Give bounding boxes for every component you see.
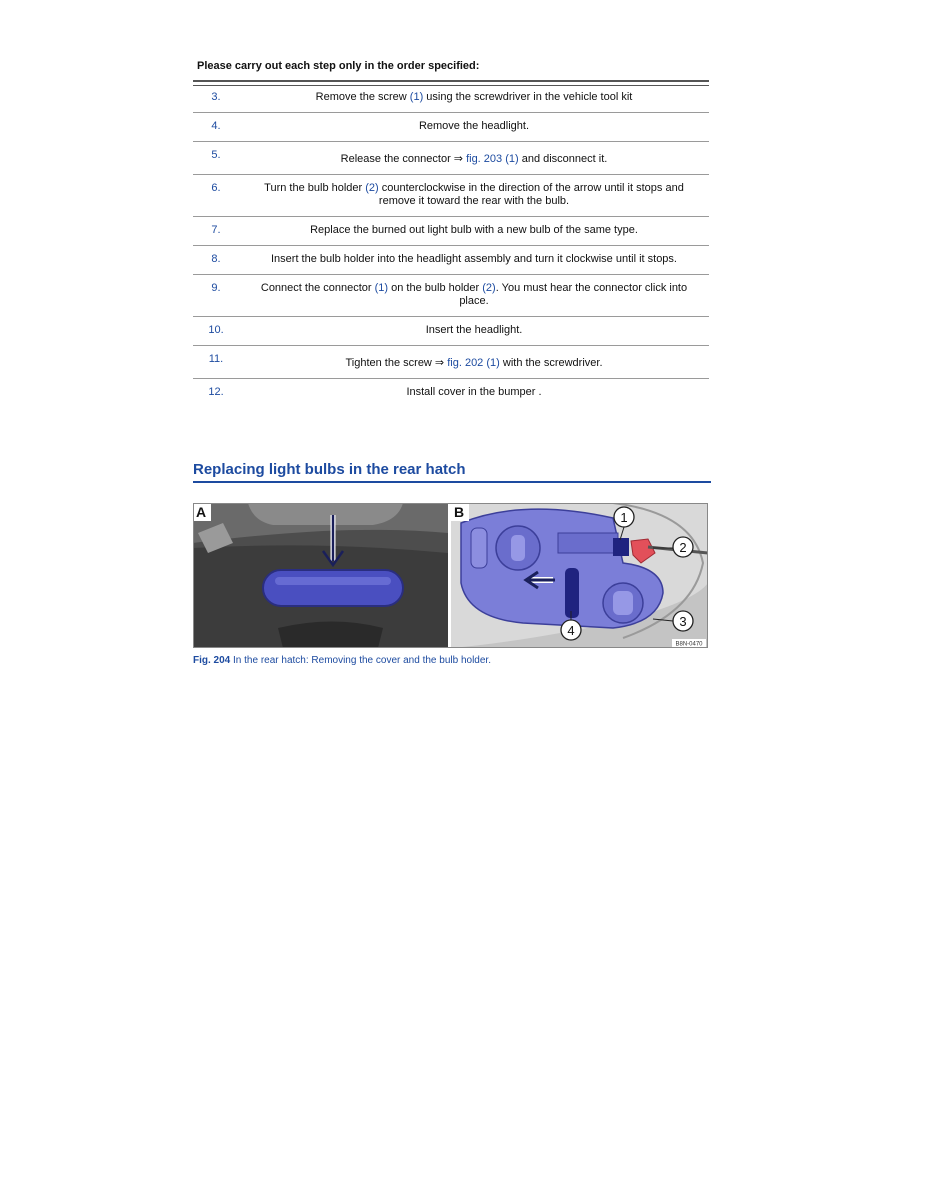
step-number: 6.	[211, 182, 221, 194]
figure-204	[193, 503, 708, 648]
connector-1-highlight	[613, 538, 629, 556]
reference-link[interactable]: fig. 203 (1)	[466, 153, 519, 165]
figure-code: B8N-0470	[675, 641, 703, 648]
step-row	[193, 275, 709, 317]
callout-1-label: 1	[620, 510, 628, 525]
panel-a-handle-recess	[248, 503, 403, 525]
step-text-part: on the bulb holder	[388, 282, 483, 294]
steps-table	[193, 84, 709, 407]
cover-highlight	[263, 570, 403, 606]
step-row	[193, 142, 709, 175]
step-number: 3.	[211, 91, 221, 103]
housing-block	[558, 533, 618, 553]
step-number: 11.	[208, 353, 224, 365]
panel-a-label: A	[196, 504, 207, 520]
step-number: 9.	[211, 282, 221, 294]
step-text-part: . You must hear the connector click into place.	[459, 282, 688, 307]
step-number: 5.	[211, 149, 221, 161]
step-text	[239, 253, 709, 266]
bulb-socket-core	[511, 535, 525, 561]
step-text-part: and disconnect it.	[518, 153, 608, 165]
bulb-holder-3-knob	[613, 591, 633, 615]
step-row	[193, 175, 709, 217]
step-text	[239, 149, 709, 166]
reference-link[interactable]: (1)	[374, 282, 389, 294]
step-number: 12.	[208, 386, 224, 398]
intro-text: Please carry out each step only in the order specified:	[197, 60, 480, 72]
panel-b	[451, 503, 708, 648]
step-row	[193, 346, 709, 379]
step-number: 10.	[208, 324, 224, 336]
panel-a	[193, 503, 448, 648]
step-text-part: with the screwdriver.	[499, 357, 603, 369]
step-text-part: Install cover in the bumper .	[406, 386, 542, 398]
step-row	[193, 84, 709, 113]
step-text-part: Insert the headlight.	[425, 324, 523, 336]
panel-b-label: B	[454, 504, 465, 520]
section-rule	[193, 481, 711, 483]
step-number: 7.	[211, 224, 221, 236]
step-row	[193, 113, 709, 142]
reference-link[interactable]: (2)	[482, 282, 496, 294]
step-text-part: Tighten the screw ⇒	[345, 357, 448, 369]
step-text	[239, 182, 709, 208]
cover-shine	[275, 577, 391, 585]
step-row	[193, 379, 709, 407]
step-row	[193, 317, 709, 346]
step-text-part: Turn the bulb holder	[264, 182, 366, 194]
step-text	[239, 353, 709, 370]
caption-label: Fig. 204	[193, 655, 231, 666]
section-title: Replacing light bulbs in the rear hatch	[193, 461, 466, 478]
figure-caption	[193, 655, 491, 666]
step-text-part: Replace the burned out light bulb with a new bulb of the same type.	[310, 224, 638, 236]
figure-illustration	[193, 503, 708, 648]
step-text	[239, 224, 709, 237]
step-text-part: Remove the screw	[315, 91, 410, 103]
bulb-tube	[471, 528, 487, 568]
bulb-holder-4-highlight	[565, 568, 579, 618]
callout-3-label: 3	[679, 614, 687, 629]
step-text	[239, 386, 709, 399]
caption-text: In the rear hatch: Removing the cover and the bulb holder.	[230, 655, 491, 666]
step-text	[239, 91, 709, 104]
step-row	[193, 246, 709, 275]
panel-a-lower-opening	[278, 622, 383, 649]
step-text-part: Release the connector ⇒	[340, 153, 467, 165]
reference-link[interactable]: (1)	[409, 91, 424, 103]
reference-link[interactable]: fig. 202 (1)	[447, 357, 500, 369]
callout-2-label: 2	[679, 540, 687, 555]
step-number: 4.	[211, 120, 221, 132]
step-text-part: Connect the connector	[260, 282, 375, 294]
reference-link[interactable]: (2)	[365, 182, 379, 194]
callout-4-label: 4	[567, 623, 575, 638]
step-text-part: counterclockwise in the direction of the arrow until it stops and remove it toward the rear with the bulb.	[378, 182, 684, 207]
step-text-part: using the screwdriver in the vehicle tool kit	[423, 91, 633, 103]
step-text	[239, 324, 709, 337]
step-text-part: Remove the headlight.	[418, 120, 530, 132]
step-number: 8.	[211, 253, 221, 265]
step-row	[193, 217, 709, 246]
step-text-part: Insert the bulb holder into the headlight assembly and turn it clockwise until it stops.	[270, 253, 677, 265]
step-text	[239, 120, 709, 133]
step-text	[239, 282, 709, 308]
